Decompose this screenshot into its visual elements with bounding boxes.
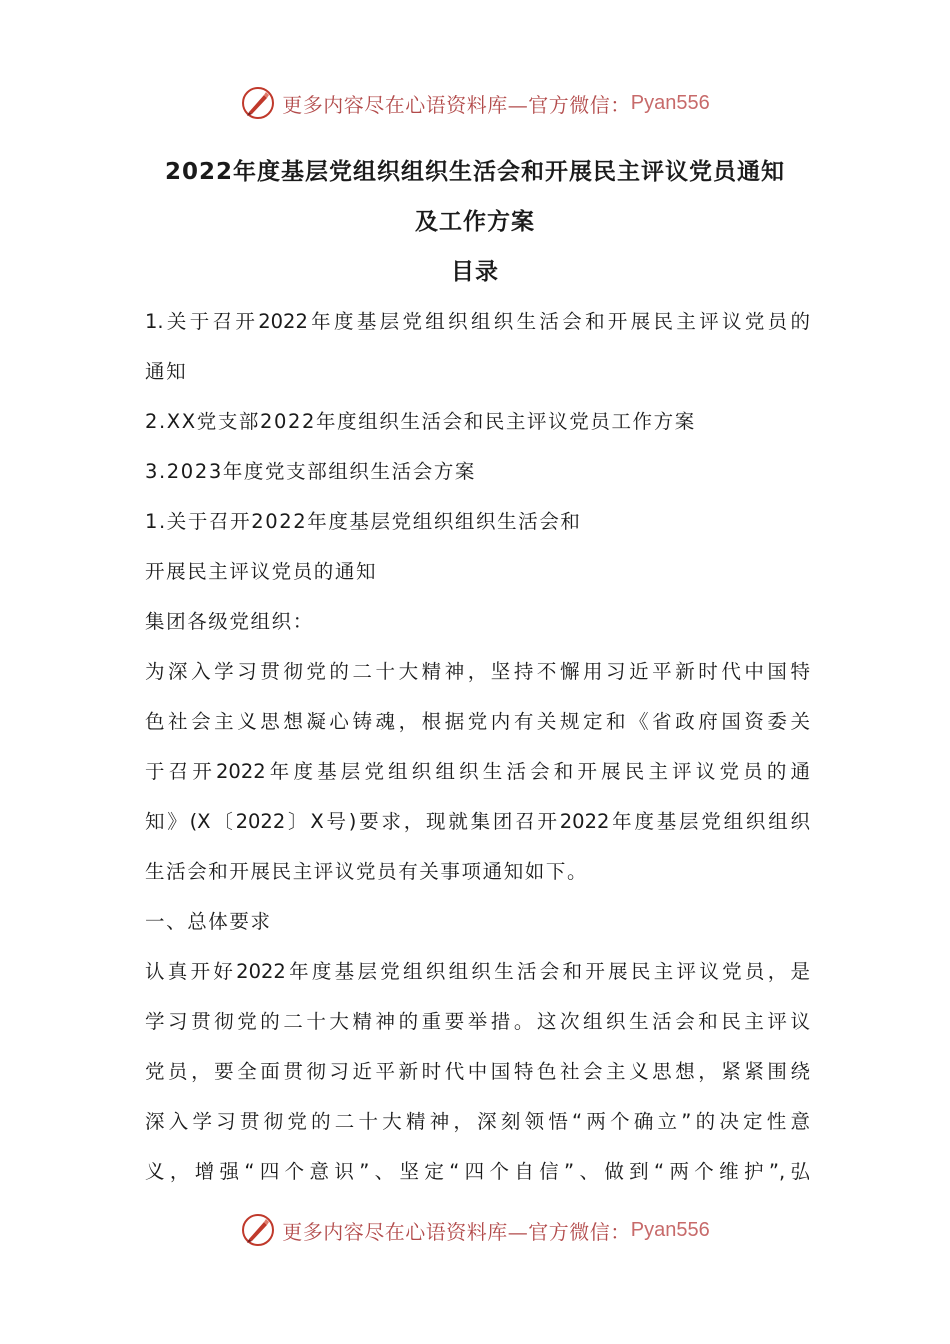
paragraph-line: 党员，要全面贯彻习近平新时代中国特色社会主义思想，紧紧围绕 xyxy=(145,1060,810,1083)
watermark-wechat-id: Pyan556 xyxy=(630,91,710,114)
document-title-line-2: 及工作方案 xyxy=(415,209,535,235)
toc-heading: 目录 xyxy=(451,259,499,285)
section-heading-line-1: 1.关于召开2022年度基层党组织组织生活会和 xyxy=(145,510,582,533)
salutation: 集团各级党组织： xyxy=(145,610,314,633)
paragraph-line: 于召开2022年度基层党组织组织生活会和开展民主评议党员的通 xyxy=(145,760,810,783)
paragraph-line: 生活会和开展民主评议党员有关事项通知如下。 xyxy=(145,860,589,883)
paragraph-line: 义，增强“四个意识”、坚定“四个自信”、做到“两个维护”,弘 xyxy=(145,1160,810,1183)
pen-logo-icon xyxy=(240,85,276,121)
paragraph-line: 认真开好2022年度基层党组织组织生活会和开展民主评议党员，是 xyxy=(145,960,810,983)
toc-item-1: 1.关于召开2022年度基层党组织组织生活会和开展民主评议党员的 xyxy=(145,310,810,333)
pen-logo-icon xyxy=(240,1212,276,1248)
watermark-text: 更多内容尽在心语资料库—官方微信： xyxy=(282,1219,631,1244)
paragraph-line: 为深入学习贯彻党的二十大精神，坚持不懈用习近平新时代中国特 xyxy=(145,660,810,683)
toc-item-1-cont: 通知 xyxy=(145,360,188,383)
watermark-banner-bottom xyxy=(0,1210,950,1250)
paragraph-line: 学习贯彻党的二十大精神的重要举措。这次组织生活会和民主评议 xyxy=(145,1010,810,1033)
toc-item-3: 3.2023年度党支部组织生活会方案 xyxy=(145,460,477,483)
paragraph-line: 深入学习贯彻党的二十大精神，深刻领悟“两个确立”的决定性意 xyxy=(145,1110,810,1133)
watermark-text: 更多内容尽在心语资料库—官方微信： xyxy=(282,92,631,117)
watermark-banner-top xyxy=(0,83,950,123)
subsection-heading: 一、总体要求 xyxy=(145,910,272,933)
section-heading-line-2: 开展民主评议党员的通知 xyxy=(145,560,378,583)
paragraph-line: 知》(X〔2022〕X号)要求，现就集团召开2022年度基层党组织组织 xyxy=(145,810,810,833)
toc-item-2: 2.XX党支部2022年度组织生活会和民主评议党员工作方案 xyxy=(145,410,696,433)
document-title-line-1: 2022年度基层党组织组织生活会和开展民主评议党员通知 xyxy=(164,159,785,185)
paragraph-line: 色社会主义思想凝心铸魂，根据党内有关规定和《省政府国资委关 xyxy=(145,710,810,733)
watermark-wechat-id: Pyan556 xyxy=(630,1218,710,1241)
